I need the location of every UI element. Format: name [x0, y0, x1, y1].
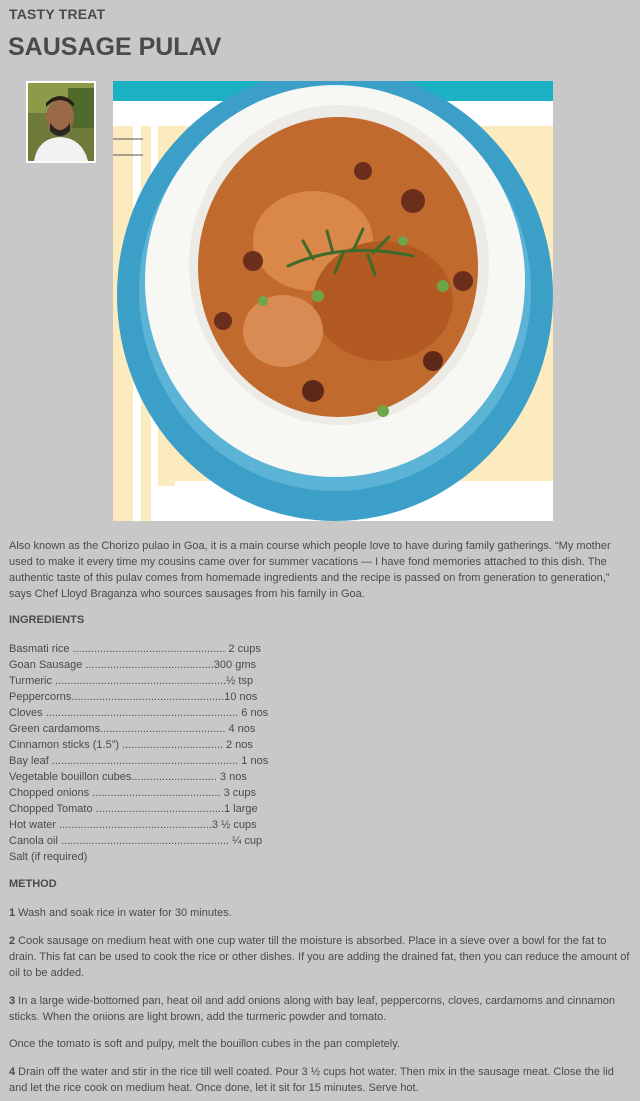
- ingredients-list: [9, 641, 268, 865]
- ingredient-item: Hot water ..................................................3 ½ cups: [9, 819, 257, 831]
- section-kicker: TASTY TREAT: [9, 6, 106, 22]
- ingredient-item: Salt (if required): [9, 851, 88, 863]
- method-step-2: [9, 933, 634, 981]
- intro-paragraph: Also known as the Chorizo pulao in Goa, it is a main course which people love to have during family gatherings. “My mother used to make it every time my cousins came over for summer vacations — I have fond memories attached to this dish. The authentic taste of this pulav comes from homemade ingredients and the recipe is passed on from generation to generation,” says Chef Lloyd Braganza who sources sausages from his family in Goa.: [9, 540, 611, 600]
- method-step-1: [9, 905, 634, 921]
- ingredient-item: Canola oil ....................................................... ¼ cup: [9, 835, 263, 847]
- dish-photo: [113, 81, 553, 521]
- method-step-3-continued: [9, 1036, 634, 1052]
- step-text: Drain off the water and stir in the rice till well coated. Pour 3 ½ cups hot water. Then mix in the sausage meat. Close the lid and let the rice cook on medium heat. Once done, let it sit for 15 minutes. Serve hot.: [9, 1066, 614, 1094]
- step-number: 1: [9, 907, 16, 919]
- step-number: 4: [9, 1066, 16, 1078]
- step-text: In a large wide-bottomed pan, heat oil and add onions along with bay leaf, peppercorns, cloves, cardamoms and cinnamon sticks. When the onions are light brown, add the turmeric powder and tomato.: [9, 995, 615, 1023]
- recipe-title: SAUSAGE PULAV: [8, 33, 222, 61]
- ingredient-item: Bay leaf ............................................................. 1 nos: [9, 755, 269, 767]
- step-number: 3: [9, 995, 16, 1007]
- step-text: Wash and soak rice in water for 30 minutes.: [15, 907, 232, 919]
- ingredient-item: Vegetable bouillon cubes............................ 3 nos: [9, 771, 247, 783]
- ingredient-item: Cloves ............................................................... 6 nos: [9, 707, 269, 719]
- chef-photo: [26, 81, 96, 163]
- step-text: Cook sausage on medium heat with one cup water till the moisture is absorbed. Place in a sieve over a bowl for the fat to drain. This fat can be used to cook the rice or other dishes. If you are adding the drained fat, then you can reduce the amount of oil to be added.: [9, 935, 630, 979]
- ingredients-heading: INGREDIENTS: [9, 614, 85, 626]
- ingredient-item: Peppercorns..................................................10 nos: [9, 691, 258, 703]
- ingredient-item: Basmati rice .................................................. 2 cups: [9, 643, 261, 655]
- method-step-4: [9, 1064, 634, 1096]
- step-text: Once the tomato is soft and pulpy, melt the bouillon cubes in the pan completely.: [9, 1038, 400, 1050]
- dish-image: [113, 81, 553, 521]
- ingredient-item: Green cardamoms......................................... 4 nos: [9, 723, 256, 735]
- ingredient-item: Chopped onions .......................................... 3 cups: [9, 787, 257, 799]
- chef-portrait-image: [28, 83, 94, 161]
- ingredient-item: Goan Sausage ..........................................300 gms: [9, 659, 256, 671]
- ingredient-item: Chopped Tomato ..........................................1 large: [9, 803, 258, 815]
- ingredient-item: Cinnamon sticks (1.5”) ................................. 2 nos: [9, 739, 253, 751]
- method-step-3: [9, 993, 634, 1025]
- step-number: 2: [9, 935, 16, 947]
- method-heading: METHOD: [9, 878, 57, 890]
- ingredient-item: Turmeric ........................................................½ tsp: [9, 675, 254, 687]
